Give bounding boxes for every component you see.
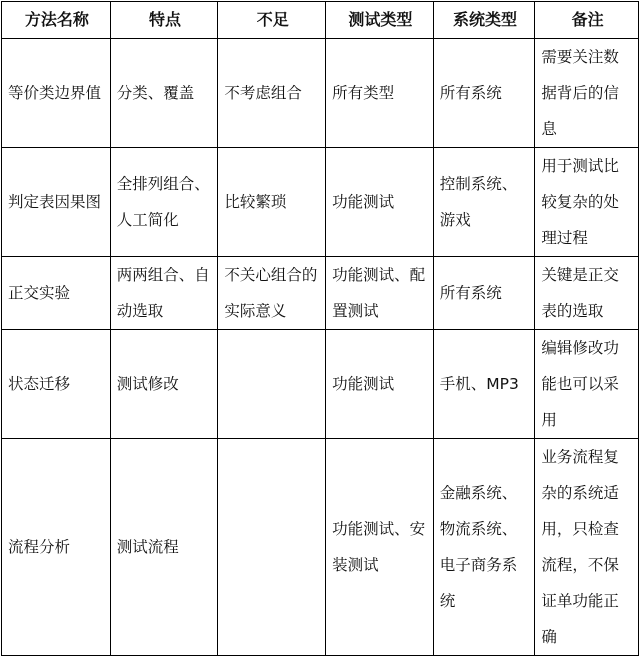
table-header-row bbox=[2, 2, 639, 39]
cell-method-name: 判定表因果图 bbox=[2, 148, 111, 257]
cell-test-type: 功能测试 bbox=[326, 330, 434, 439]
header-system-type: 系统类型 bbox=[433, 2, 535, 39]
cell-test-type: 功能测试 bbox=[326, 148, 434, 257]
header-method-name: 方法名称 bbox=[2, 2, 111, 39]
cell-remarks: 编辑修改功能也可以采用 bbox=[535, 330, 639, 439]
table-row bbox=[2, 439, 639, 656]
cell-shortcomings: 比较繁琐 bbox=[218, 148, 326, 257]
cell-shortcomings: 不关心组合的实际意义 bbox=[218, 257, 326, 330]
cell-remarks: 需要关注数据背后的信息 bbox=[535, 39, 639, 148]
cell-method-name: 状态迁移 bbox=[2, 330, 111, 439]
cell-test-type: 所有类型 bbox=[326, 39, 434, 148]
cell-shortcomings bbox=[218, 330, 326, 439]
cell-test-type: 功能测试、配置测试 bbox=[326, 257, 434, 330]
table-row bbox=[2, 39, 639, 148]
header-test-type: 测试类型 bbox=[326, 2, 434, 39]
cell-remarks: 业务流程复杂的系统适用，只检查流程，不保证单功能正确 bbox=[535, 439, 639, 656]
cell-shortcomings: 不考虑组合 bbox=[218, 39, 326, 148]
table-row bbox=[2, 257, 639, 330]
cell-shortcomings bbox=[218, 439, 326, 656]
cell-remarks: 关键是正交表的选取 bbox=[535, 257, 639, 330]
cell-method-name: 流程分析 bbox=[2, 439, 111, 656]
cell-system-type: 手机、MP3 bbox=[433, 330, 535, 439]
cell-method-name: 等价类边界值 bbox=[2, 39, 111, 148]
cell-features: 两两组合、自动选取 bbox=[110, 257, 218, 330]
cell-system-type: 控制系统、游戏 bbox=[433, 148, 535, 257]
cell-system-type: 所有系统 bbox=[433, 257, 535, 330]
table-row bbox=[2, 330, 639, 439]
cell-features: 测试修改 bbox=[110, 330, 218, 439]
cell-test-type: 功能测试、安装测试 bbox=[326, 439, 434, 656]
header-shortcomings: 不足 bbox=[218, 2, 326, 39]
cell-remarks: 用于测试比较复杂的处理过程 bbox=[535, 148, 639, 257]
cell-features: 测试流程 bbox=[110, 439, 218, 656]
header-features: 特点 bbox=[110, 2, 218, 39]
cell-system-type: 所有系统 bbox=[433, 39, 535, 148]
cell-features: 全排列组合、人工简化 bbox=[110, 148, 218, 257]
table-row bbox=[2, 148, 639, 257]
header-remarks: 备注 bbox=[535, 2, 639, 39]
test-methods-table bbox=[1, 1, 639, 656]
cell-features: 分类、覆盖 bbox=[110, 39, 218, 148]
cell-system-type: 金融系统、物流系统、电子商务系统 bbox=[433, 439, 535, 656]
cell-method-name: 正交实验 bbox=[2, 257, 111, 330]
